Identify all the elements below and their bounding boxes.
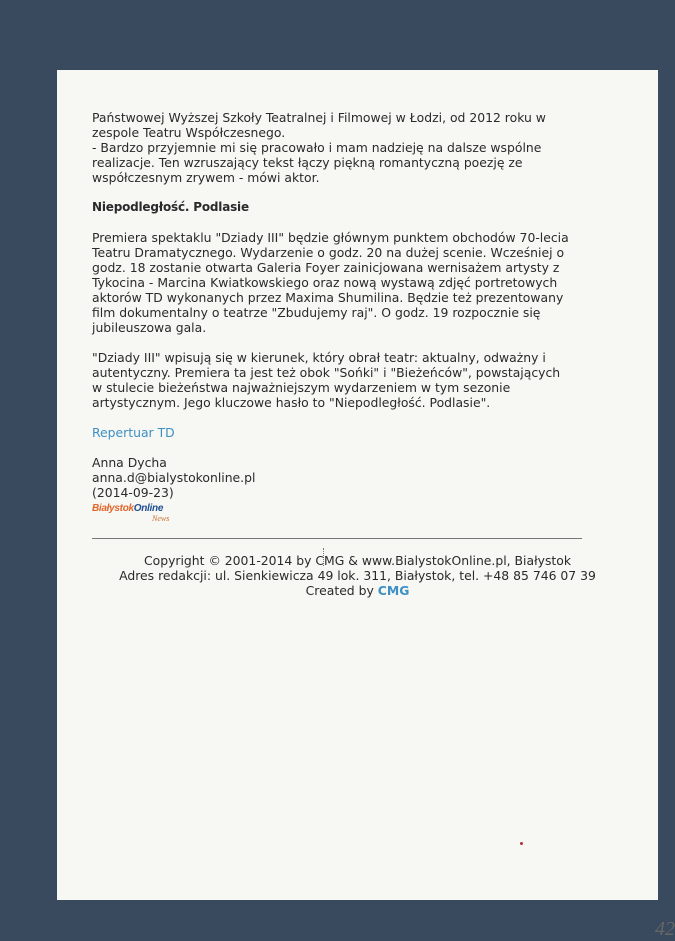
cmg-link[interactable]: CMG bbox=[377, 583, 410, 598]
logo-subtitle: News bbox=[152, 514, 170, 523]
repertoire-link[interactable]: Repertuar TD bbox=[92, 425, 175, 440]
copyright-text: Copyright © 2001-2014 by CMG & www.BialystokOnline.pl, Białystok bbox=[143, 553, 572, 568]
footer-divider bbox=[92, 538, 582, 539]
document-page bbox=[57, 70, 675, 940]
paragraph-line: godz. 18 zostanie otwarta Galeria Foyer zainicjowana wernisażem artysty z bbox=[92, 260, 560, 275]
paragraph-line: jubileuszowa gala. bbox=[92, 320, 207, 335]
paragraph-line: autentyczny. Premiera ta jest też obok "Sońki" i "Bieżeńców", powstających bbox=[92, 365, 561, 380]
intro-line: Państwowej Wyższej Szkoły Teatralnej i Filmowej w Łodzi, od 2012 roku w bbox=[92, 110, 546, 125]
author-email[interactable]: anna.d@bialystokonline.pl bbox=[92, 470, 256, 485]
section-heading: Niepodległość. Podlasie bbox=[92, 200, 249, 214]
paragraph-line: Premiera spektaklu "Dziady III" będzie głównym punktem obchodów 70-lecia bbox=[92, 230, 569, 245]
article-body bbox=[92, 110, 582, 523]
intro-line: - Bardzo przyjemnie mi się pracowało i mam nadzieję na dalsze wspólne bbox=[92, 140, 542, 155]
publish-date: (2014-09-23) bbox=[92, 485, 174, 500]
created-by-line bbox=[57, 583, 658, 598]
logo-part1: Białystok bbox=[92, 503, 134, 514]
paragraph-line: Tykocina - Marcina Kwiatkowskiego oraz nową wystawą zdjęć portretowych bbox=[92, 275, 558, 290]
paragraph-line: film dokumentalny o teatrze "Zbudujemy raj". O godz. 19 rozpocznie się bbox=[92, 305, 541, 320]
intro-line: zespole Teatru Współczesnego. bbox=[92, 125, 286, 140]
paragraph-line: w stulecie bieżeństwa najważniejszym wydarzeniem w tym sezonie bbox=[92, 380, 511, 395]
address-text: Adres redakcji: ul. Sienkiewicza 49 lok. 311, Białystok, tel. +48 85 746 07 39 bbox=[119, 568, 596, 583]
handwritten-page-number: 42 bbox=[655, 918, 675, 940]
logo-part2: Online bbox=[133, 503, 164, 514]
ink-dot bbox=[520, 842, 523, 845]
bialystok-online-logo[interactable] bbox=[92, 501, 202, 523]
paragraph-line: aktorów TD wykonanych przez Maxima Shumilina. Będzie też prezentowany bbox=[92, 290, 564, 305]
paragraph-line: Teatru Dramatycznego. Wydarzenie o godz. 20 na dużej scenie. Wcześniej o bbox=[92, 245, 565, 260]
intro-line: realizacje. Ten wzruszający tekst łączy piękną romantyczną poezję ze bbox=[92, 155, 523, 170]
created-by-prefix: Created by bbox=[305, 583, 378, 598]
author-name: Anna Dycha bbox=[92, 455, 167, 470]
intro-line: współczesnym zrywem - mówi aktor. bbox=[92, 170, 320, 185]
page-footer bbox=[57, 553, 658, 598]
paragraph-line: artystycznym. Jego kluczowe hasło to "Niepodległość. Podlasie". bbox=[92, 395, 491, 410]
paragraph-line: "Dziady III" wpisują się w kierunek, który obrał teatr: aktualny, odważny i bbox=[92, 350, 546, 365]
